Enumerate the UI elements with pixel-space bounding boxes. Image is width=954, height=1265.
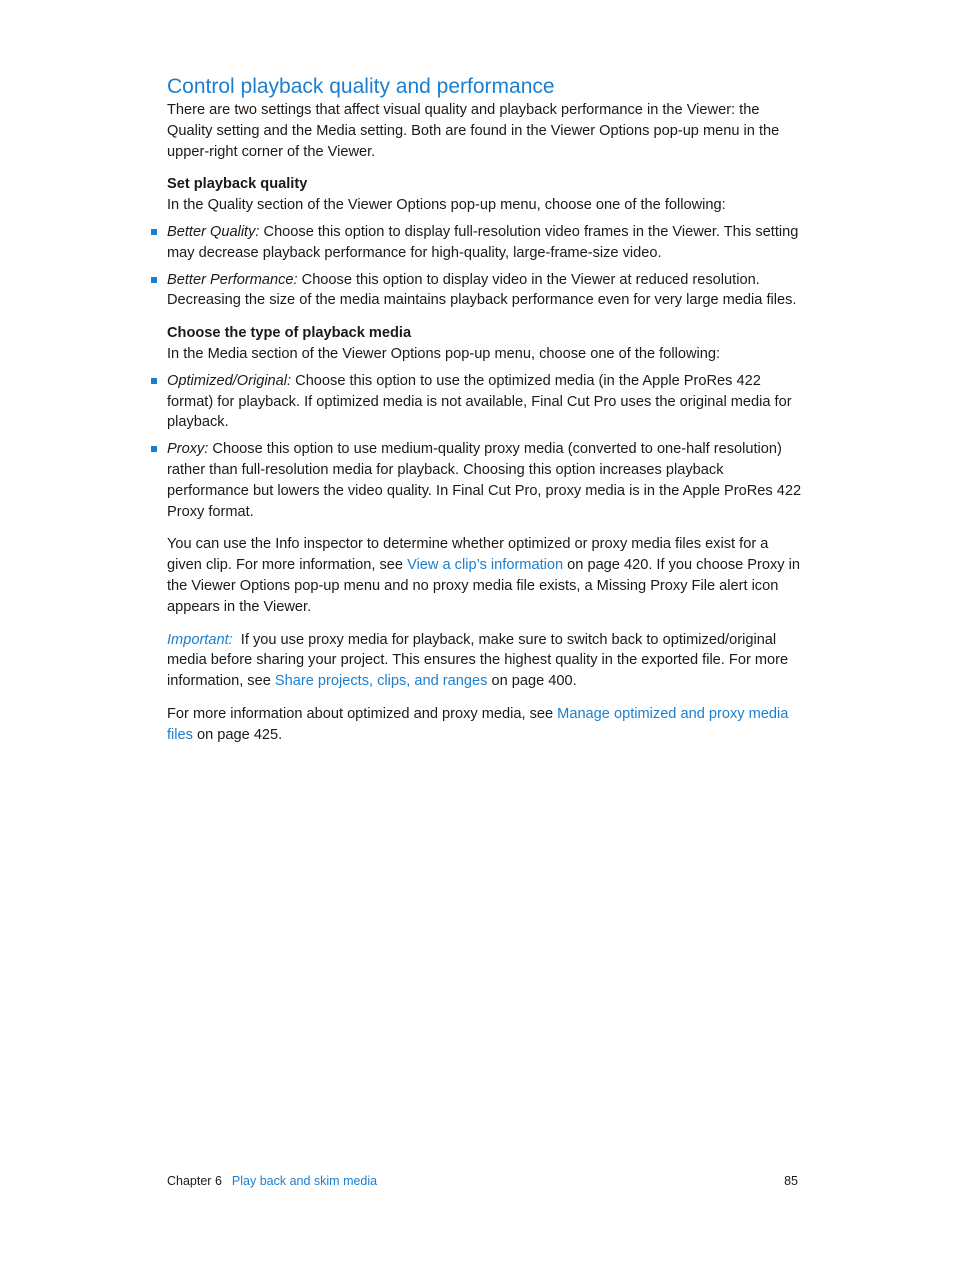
important-note-paragraph xyxy=(167,630,802,692)
media-options-list xyxy=(167,371,802,523)
page-content xyxy=(167,74,802,746)
option-description: Choose this option to display full-resolution video frames in the Viewer. This setting may decrease playback performance for high-quality, large-frame-size video. xyxy=(167,223,799,261)
subsection-lead-media: In the Media section of the Viewer Options pop-up menu, choose one of the following: xyxy=(167,345,721,362)
option-description: Choose this option to use medium-quality proxy media (converted to one-half resolution) rather than full-resolution media for playback. Choosing this option increases playback performance but lowers the video quality. In Final Cut Pro, proxy media is in the Apple ProRes 422 Proxy format. xyxy=(167,441,802,520)
view-clip-information-link[interactable]: View a clip’s information xyxy=(407,557,564,574)
option-term: Proxy: xyxy=(167,441,209,458)
page-number: 85 xyxy=(784,1174,798,1188)
option-description: Choose this option to use the optimized media (in the Apple ProRes 422 format) for playback. If optimized media is not available, Final Cut Pro uses the original media for playback. xyxy=(167,372,792,431)
section-heading: Control playback quality and performance xyxy=(167,75,555,98)
share-projects-link[interactable]: Share projects, clips, and ranges xyxy=(274,673,488,690)
option-term: Better Quality: xyxy=(167,223,260,240)
footer-chapter-label: Chapter 6 xyxy=(167,1174,222,1188)
bullet-square-icon xyxy=(151,446,157,452)
page-footer xyxy=(167,1173,798,1189)
list-item xyxy=(167,222,802,264)
list-item xyxy=(167,371,802,433)
quality-options-list xyxy=(167,222,802,311)
option-term: Better Performance: xyxy=(167,271,298,288)
option-term: Optimized/Original: xyxy=(167,372,292,389)
paragraph-text: You can use the Info inspector to determine whether optimized or proxy media files exist for a given clip. For more information, see xyxy=(167,536,769,574)
important-label: Important: xyxy=(167,631,233,648)
footer-chapter-title-link[interactable]: Play back and skim media xyxy=(231,1174,378,1188)
subsection-title-media: Choose the type of playback media xyxy=(167,325,412,342)
paragraph-text: on page 425. xyxy=(192,726,283,743)
manage-optimized-proxy-link[interactable]: Manage optimized and proxy media files xyxy=(167,705,789,743)
subsection-lead-quality: In the Quality section of the Viewer Options pop-up menu, choose one of the following: xyxy=(167,197,726,214)
info-inspector-paragraph xyxy=(167,534,802,617)
bullet-square-icon xyxy=(151,229,157,235)
paragraph-text: on page 420. If you choose Proxy in the Viewer Options pop-up menu and no proxy media file exists, a Missing Proxy File alert icon appears in the Viewer. xyxy=(167,557,801,615)
list-item xyxy=(167,439,802,522)
subsection-title-quality: Set playback quality xyxy=(167,176,308,193)
paragraph-text: For more information about optimized and proxy media, see xyxy=(167,705,558,722)
paragraph-text: If you use proxy media for playback, make sure to switch back to optimized/original media before sharing your project. This ensures the highest quality in the exported file. For more information, see xyxy=(167,631,793,690)
option-description: Choose this option to display video in the Viewer at reduced resolution. Decreasing the size of the media maintains playback performance even for very large media files. xyxy=(167,271,797,309)
list-item xyxy=(167,270,802,312)
bullet-square-icon xyxy=(151,277,157,283)
more-information-paragraph xyxy=(167,704,802,746)
paragraph-text: on page 400. xyxy=(487,673,577,690)
bullet-square-icon xyxy=(151,378,157,384)
intro-paragraph: There are two settings that affect visual quality and playback performance in the Viewer: the Quality setting and the Media setting. Both are found in the Viewer Options pop-up menu in the upper-right corner of the Viewer. xyxy=(167,102,780,160)
